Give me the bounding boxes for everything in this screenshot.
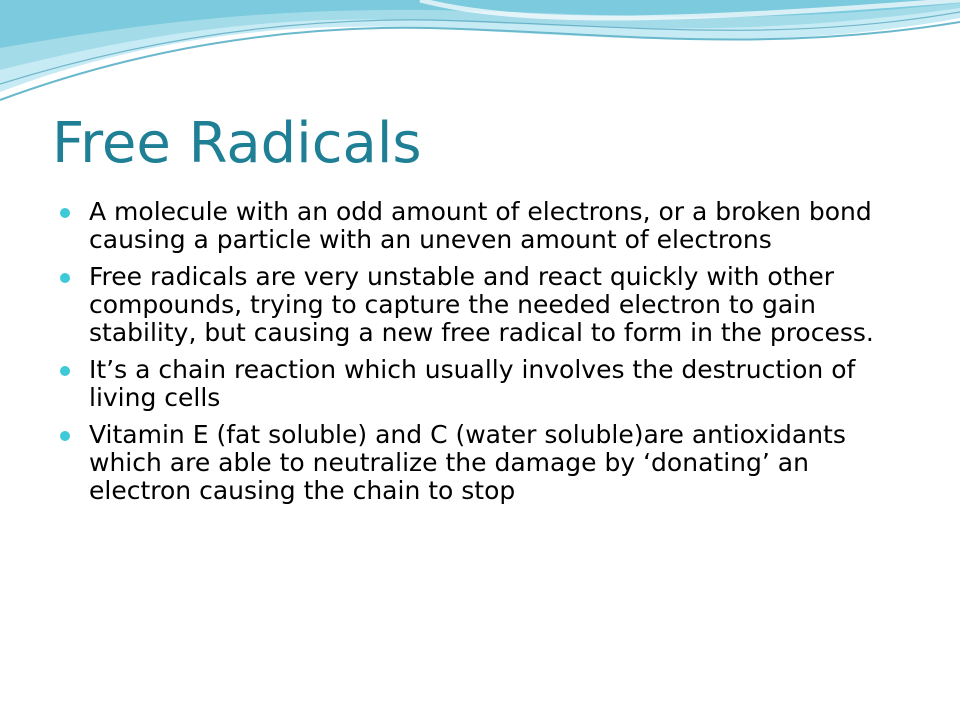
bullet-item: [60, 356, 910, 412]
bullet-point-icon: [60, 208, 70, 218]
bullet-text: It’s a chain reaction which usually involves the destruction of living cells: [89, 355, 856, 412]
bullet-text: Vitamin E (fat soluble) and C (water soluble)are antioxidants which are able to neutralize the damage by ‘donating’ an electron causing the chain to stop: [89, 420, 846, 505]
bullet-text: Free radicals are very unstable and react quickly with other compounds, trying to capture the needed electron to gain stability, but causing a new free radical to form in the process.: [89, 262, 874, 347]
bullet-item: [60, 263, 910, 347]
bullet-point-icon: [60, 431, 70, 441]
bullet-point-icon: [60, 273, 70, 283]
decorative-wave-header: [0, 0, 960, 120]
slide-title: Free Radicals: [52, 111, 422, 176]
bullet-point-icon: [60, 366, 70, 376]
bullet-item: [60, 198, 910, 254]
bullet-list: [60, 198, 910, 514]
bullet-text: A molecule with an odd amount of electrons, or a broken bond causing a particle with an uneven amount of electrons: [89, 197, 872, 254]
bullet-item: [60, 421, 910, 505]
